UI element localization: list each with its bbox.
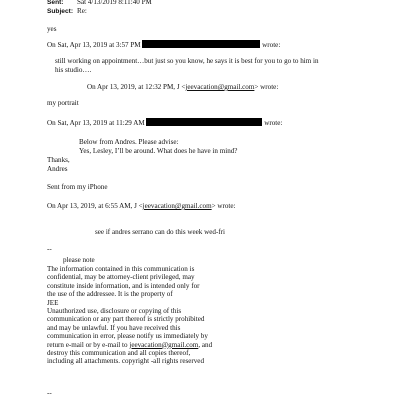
disclaimer-text-1: The information contained in this communication is confidential, may be attorney-client privileged, may constitute inside information, and is intended only for the use of the addressee. It is the property of JEE Unauthorized use, disclosure or copying of this communication or any part thereof is strictly prohibited and may be unlawful. If you have received this communication in error, please notify us immediately by return e-mail or by e-mail to	[47, 265, 208, 349]
quote-3-text-line-2: Yes, Lesley, I’ll be around. What does he have in mind?	[79, 147, 238, 155]
quote-1-text-line-2: his studio….	[55, 66, 92, 74]
quote-2-wrote: > wrote:	[254, 83, 279, 91]
quote-2-email-link[interactable]: jeevacation@gmail.com	[185, 83, 255, 91]
sent-value: Sat 4/13/2019 8:11:40 PM	[77, 0, 152, 6]
quote-2-date: On Apr 13, 2019, at 12:32 PM, J <	[87, 83, 186, 91]
quote-1-date: On Sat, Apr 13, 2019 at 3:57 PM	[47, 41, 141, 49]
email-header	[47, 0, 152, 17]
quote-1-text-line-1: still working on appointment…but just so you know, he says it is best for you to go to him in	[55, 57, 319, 65]
please-note: please note	[63, 256, 95, 264]
sent-label: Sent:	[47, 0, 64, 6]
quote-1-header	[47, 40, 280, 49]
end-dashes: --	[47, 389, 52, 397]
thanks-text: Thanks,	[47, 156, 70, 164]
signature-dashes: --	[47, 245, 52, 253]
reply-yes: yes	[47, 25, 57, 33]
quote-4-header	[47, 202, 236, 210]
redacted-sender	[146, 118, 262, 126]
signature-andres: Andres	[47, 165, 68, 173]
sent-row	[47, 0, 152, 7]
confidentiality-disclaimer	[47, 265, 377, 366]
quote-3-wrote: wrote:	[264, 119, 283, 127]
quote-4-text: see if andres serrano can do this week wed-fri	[95, 228, 225, 236]
quote-1-wrote: wrote:	[262, 41, 281, 49]
quote-2-header	[87, 83, 278, 91]
disclaimer-email-link[interactable]: jeevacation@gmail.com	[129, 340, 199, 349]
quote-3-header	[47, 118, 282, 127]
disclaimer-text-2: , and destroy this communication and all copies thereof, including all attachments. copyright -all rights reserved	[47, 340, 213, 366]
sent-from-iphone: Sent from my iPhone	[47, 183, 108, 191]
subject-value: Re:	[77, 7, 87, 16]
subject-label: Subject:	[47, 8, 74, 16]
quote-4-email-link[interactable]: jeevacation@gmail.com	[142, 202, 212, 210]
subject-row	[47, 7, 152, 16]
redacted-sender	[142, 40, 260, 48]
quote-3-text-line-1: Below from Andres. Please advise:	[79, 138, 179, 146]
quote-4-date: On Apr 13, 2019, at 6:55 AM, J <	[47, 202, 143, 210]
my-portrait-text: my portrait	[47, 99, 79, 107]
quote-3-date: On Sat, Apr 13, 2019 at 11:29 AM	[47, 119, 145, 127]
quote-4-wrote: > wrote:	[211, 202, 236, 210]
